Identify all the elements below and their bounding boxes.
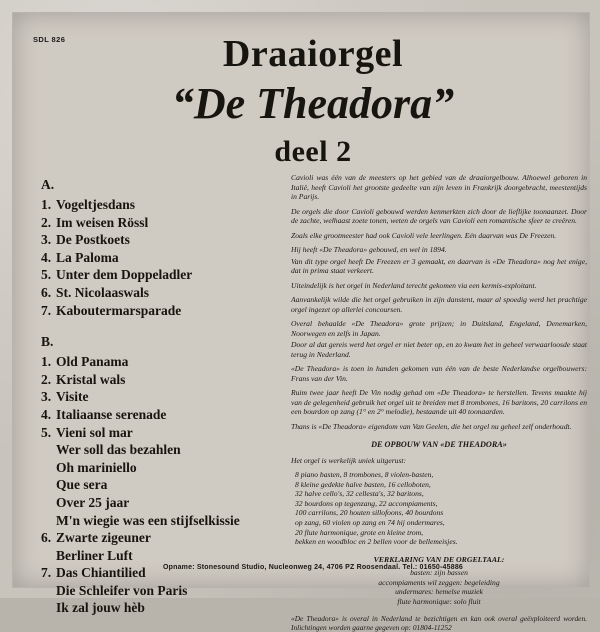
side-b-label: B. [41,334,54,350]
album-title-line2: “De Theadora” [171,78,455,128]
sleeve-inner-panel [12,12,590,632]
track-title: Visite [56,389,89,405]
track-number: 2. [41,371,52,387]
liner-paragraph: Thans is «De Theadora» eigendom van Van Geelen, die het orgel nu geheel zelf onderhoudt. [291,421,572,431]
track-number: 5. [41,267,52,283]
album-title-line1: Draaiorgel [222,33,404,75]
track-title: De Postkoets [56,232,130,248]
track-title: Old Panama [56,354,129,370]
track-row [41,249,273,267]
track-row [41,388,273,406]
track-title: Unter dem Doppeladler [56,267,193,283]
track-number: 6. [41,284,52,300]
track-row [41,284,273,302]
liner-paragraph: Hij heeft «De Theadora» gebouwd, en wel in 1894. [291,245,447,254]
track-row [41,371,273,389]
track-title: Im weisen Rössl [56,214,149,230]
track-subtitle: Oh mariniello [56,459,137,475]
liner-paragraph: Van dit type orgel heeft De Freezen er 3 gemaakt, en daarvan is «De Theadora» nog het enige, dat in prima staat verkeert. [291,256,587,275]
track-number: 7. [41,565,52,581]
specifications-heading: DE OPBOUW VAN «DE THEADORA» [371,440,507,449]
track-number: 7. [41,302,52,318]
specification-line: 20 flute harmonique, grote en kleine trom, [295,527,424,537]
track-subtitle: Que sera [56,477,108,493]
closing-note: «De Theadora» is overal in Nederland te bezichtigen en kan ook overal geëxploiteerd worden. Inlichtingen worden gaarne gegeven op: 01804-11252 [291,613,587,632]
track-title: Vogeltjesdans [56,197,136,212]
specification-line: 32 halve cello's, 32 cellesta's, 32 baritons, [295,489,424,499]
track-title: Kristal wals [56,371,126,387]
glossary-list [291,568,587,606]
track-row [41,214,273,232]
glossary-line: undermares: hemelse muziek [395,587,483,597]
specifications-list [291,470,587,547]
track-row [41,353,273,371]
specification-line: 100 carrilons, 20 houten sillofoons, 40 bourdons [295,508,444,518]
track-title: Vieni sol mar [56,424,133,440]
track-number: 5. [41,424,52,440]
track-subtitle: Over 25 jaar [56,494,130,510]
liner-paragraph: Overal behaalde «De Theadora» grote prijzen; in Duitsland, Engeland, Denemarken, Noorwegen en zelfs in Japan. [291,319,587,338]
track-subtitle: Wer soll das bezahlen [56,442,181,458]
track-title: Das Chiantilied [56,565,146,581]
track-row [41,529,273,547]
track-row [41,302,273,320]
track-row [41,406,273,424]
liner-paragraph: Cavioli was één van de meesters op het gebied van de draaiorgelbouw. Alhoewel geboren in Italië, heeft Cavioli het grootste gedeelte van zijn leven in Frankrijk doorgebracht, meestentijds in Parijs. [291,173,587,201]
glossary-heading: VERKLARING VAN DE ORGELTAAL: [373,554,505,564]
album-title-line3: deel 2 [274,135,352,169]
track-title: Kaboutermarsparade [56,302,182,318]
track-number: 4. [41,406,52,422]
liner-paragraph: Zoals elke grootmeester had ook Cavioli vele leerlingen. Eén daarvan was De Freezen. [291,230,557,240]
track-number: 1. [41,354,52,370]
track-subtitle: Berliner Luft [56,547,133,563]
liner-paragraph: Aanvankelijk wilde die het orgel gebruiken in zijn danstent, maar al spoedig werd het prachtige orgel ingezet op allerlei concoursen. [291,295,587,314]
track-title: Italiaanse serenade [56,406,167,422]
liner-paragraph: Uiteindelijk is het orgel in Nederland terecht gekomen via een kermis-exploitant. [291,280,537,290]
track-title: St. Nicolaaswals [56,284,150,300]
specification-line: 8 kleine gedekte halve basten, 16 celloboten, [295,479,431,489]
track-number: 4. [41,249,52,265]
side-a-label: A. [41,177,55,192]
liner-paragraph: «De Theadora» is toen in handen gekomen van één van de beste Nederlandse orgelbouwers: Frans van der Vin. [291,364,587,383]
track-listing [41,177,273,617]
catalog-number: SDL 826 [33,35,66,44]
title-block [13,35,600,169]
liner-paragraph: Ruim twee jaar heeft De Vin nodig gehad om «De Theadora» te herstellen. Tevens maakte hij van de gelegenheid gebruik het orgel uit te breiden met 8 trombones, 16 baritons, 20 carrilons en een bourdon op zang (1° en 2° melodie), bestaande uit 40 toonaarden. [291,388,587,416]
track-number: 3. [41,389,52,405]
specification-line: op zang, 60 violen op zang en 74 hij ondermares, [295,517,445,527]
track-number: 6. [41,530,52,546]
track-number: 3. [41,232,52,248]
track-subtitle: Die Schleifer von Paris [56,582,188,598]
track-subtitle: M'n wiegie was een stijfselkissie [56,512,240,528]
specification-line: 32 bourdons op tegenzang, 22 accompiaments, [295,498,438,508]
track-row [41,196,273,214]
track-title: Zwarte zigeuner [56,530,151,546]
glossary-line: flute harmonique: solo fluit [397,597,481,607]
specification-line: bekken en woodbloc en 2 bellen voor de bellemeisjes. [295,537,458,547]
specification-line: 8 piano basten, 8 trombones, 8 violen-basten, [295,470,434,479]
track-subtitle: Ik zal jouw hèb [56,600,145,616]
liner-paragraph: De orgels die door Cavioli gebouwd werden kenmerkten zich door de lieflijke toonaanzet. Door de zachte, welhaast zoete tonen, weten de orgels van Cavioli een romantische sfeer te creëren. [291,206,587,225]
studio-credit: Opname: Stonesound Studio, Nucleonweg 24, 4706 PZ Roosendaal. Tel.: 01650-45886 [162,564,464,571]
track-number: 2. [41,214,52,230]
track-number: 1. [41,197,52,212]
glossary-line: accompiaments wil zeggen: begeleiding [378,577,500,587]
glossary-line: basten: zijn bassen [410,568,468,578]
liner-paragraph: Door al dat gereis werd het orgel er niet beter op, en zo kwam het in geheel verwaarloosde staat terug in Nederland. [291,340,587,359]
track-row [41,231,273,249]
track-row [41,424,273,442]
track-title: La Paloma [56,249,119,265]
track-row [41,266,273,284]
specifications-intro: Het orgel is werkelijk uniek uitgerust: [291,455,407,465]
